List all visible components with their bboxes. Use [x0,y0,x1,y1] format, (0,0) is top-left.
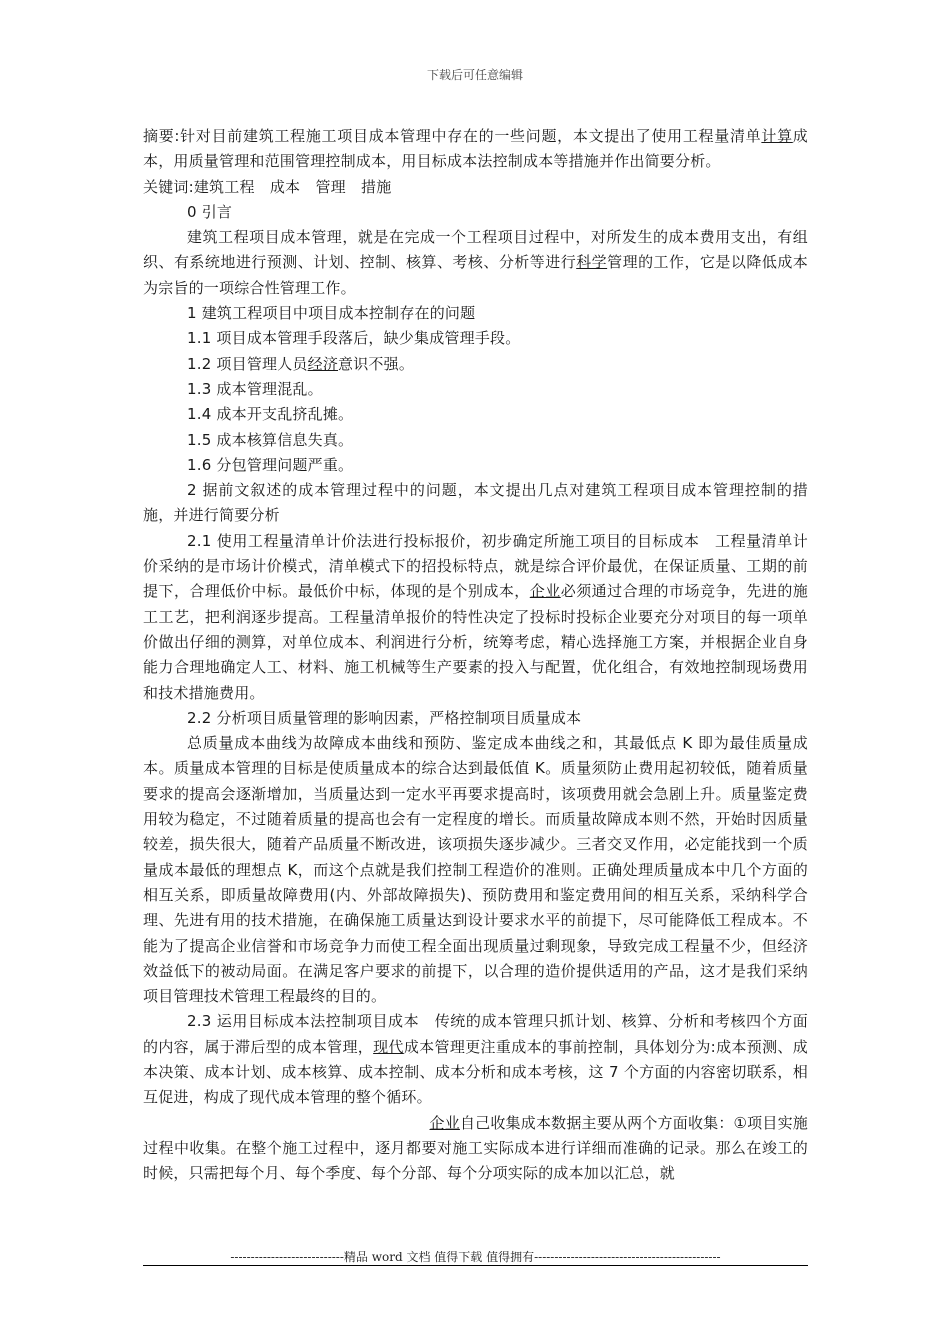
p21-text-b: 必须通过合理的市场竞争，先进的施工工艺，把利润逐步提高。工程量清单报价的特性决定了投标时投标企业要充分对项目的每一项单价做出仔细的测算，对单位成本、利润进行分析，统筹考虑，精心选择施工方案，并根据企业自身能力合理地确定人工、材料、施工机械等生产要素的投入与配置，优化组合，有效地控制现场费用和技术措施费用。 [143,582,808,702]
p24-text-a: 自己收集成本数据主要从两个方面收集：①项目实施 [459,1113,808,1132]
section1-item-4: 1.4 成本开支乱挤乱摊。 [187,405,354,424]
abstract-text-a: 摘要:针对目前建筑工程施工项目成本管理中存在的一些问题，本文提出了使用工程量清单 [143,127,762,145]
section2-3-paragraph [143,1009,808,1110]
section2-4-line [143,1111,808,1136]
page-footer: ----------------------------精品 word 文档 值得下载 值得拥有---------------------------------------------- [230,1250,721,1264]
section2-4-continuation: 过程中收集。在整个施工过程中，逐月都要对施工实际成本进行详细而准确的记录。那么在竣工的时候，只需把每个月、每个季度、每个分部、每个分项实际的成本加以汇总，就 [143,1138,808,1183]
link-qiye-2[interactable]: 企业 [429,1113,460,1132]
link-jingji[interactable]: 经济 [307,354,339,373]
section1-item-6: 1.6 分包管理问题严重。 [187,455,354,474]
section1-item-3: 1.3 成本管理混乱。 [187,379,323,398]
section2-heading: 2 据前文叙述的成本管理过程中的问题，本文提出几点对建筑工程项目成本管理控制的措施，并进行简要分析 [143,481,808,525]
section2-1-paragraph [143,529,808,706]
item2-text-b: 意识不强。 [338,354,415,373]
link-xiandai[interactable]: 现代 [373,1037,404,1056]
intro-text-b: 管理的工作，它是以降低成本为宗旨的一项综合性管理工作。 [143,253,808,297]
section1-heading: 1 建筑工程项目中项目成本控制存在的问题 [187,304,476,323]
intro-paragraph [143,225,808,301]
p23-text-a: 2.3 运用目标成本法控制项目成本 传统的成本管理只抓计划、核算、分析和考核四个方面的内容，属于滞后型的成本管理， [143,1012,808,1056]
keywords-line: 关键词:建筑工程 成本 管理 措施 [143,177,392,196]
section2-2-heading: 2.2 分析项目质量管理的影响因素，严格控制项目质量成本 [187,708,582,727]
section2-2-paragraph: 总质量成本曲线为故障成本曲线和预防、鉴定成本曲线之和，其最低点 K 即为最佳质量成本。质量成本管理的目标是使质量成本的综合达到最低值 K。质量须防止费用起初较低，随着质量要求的提高会逐渐增加，当质量达到一定水平再要求提高时，该项费用就会急剧上升。质量鉴定费用较为稳定，不过随着质量的提高也会有一定程度的增长。而质量故障成本则不然，开始时因质量较差，损失很大，随着产品质量不断改进，该项损失逐步减少。三者交叉作用，必定能找到一个质量成本最低的理想点 K，而这个点就是我们控制工程造价的准则。正确处理质量成本中几个方面的相互关系，即质量故障费用(内、外部故障损失)、预防费用和鉴定费用间的相互关系，采纳科学合理、先进有用的技术措施，在确保施工质量达到设计要求水平的前提下，尽可能降低工程成本。不能为了提高企业信誉和市场竞争力而使工程全面出现质量过剩现象，导致完成工程量不少，但经济效益低下的被动局面。在满足客户要求的前提下，以合理的造价提供适用的产品，这才是我们采纳项目管理技术管理工程最终的目的。 [143,734,808,1006]
link-jisuan[interactable]: 计算 [761,127,793,145]
abstract-text-b: 成本，用质量管理和范围管理控制成本，用目标成本法控制成本等措施并作出简要分析。 [143,127,808,171]
intro-heading: 0 引言 [187,202,233,221]
intro-text-a: 建筑工程项目成本管理，就是在完成一个工程项目过程中，对所发生的成本费用支出，有组织、有系统地进行预测、计划、控制、核算、考核、分析等进行 [143,228,808,272]
section1-item-5: 1.5 成本核算信息失真。 [187,430,354,449]
footer-divider [143,1265,808,1266]
p23-text-b: 成本管理更注重成本的事前控制，具体划分为:成本预测、成本决策、成本计划、成本核算、成本控制、成本分析和成本考核，这 7 个方面的内容密切联系，相互促进，构成了现代成本管理的整个循环。 [143,1037,808,1107]
section1-item-2 [143,352,808,377]
item2-text-a: 1.2 项目管理人员 [187,354,308,373]
link-qiye-1[interactable]: 企业 [529,582,561,601]
section1-item-1: 1.1 项目成本管理手段落后，缺少集成管理手段。 [187,329,521,348]
p21-text-a: 2.1 使用工程量清单计价法进行投标报价，初步确定所施工项目的目标成本 工程量清单计价采纳的是市场计价模式，清单模式下的招投标特点，就是综合评价最优，在保证质量、工期的前提下，合理低价中标。最低价中标，体现的是个别成本， [143,531,808,601]
abstract-paragraph [143,124,808,175]
page-header: 下载后可任意编辑 [426,68,523,82]
document-body [143,124,808,1186]
link-kexue[interactable]: 科学 [576,253,608,272]
